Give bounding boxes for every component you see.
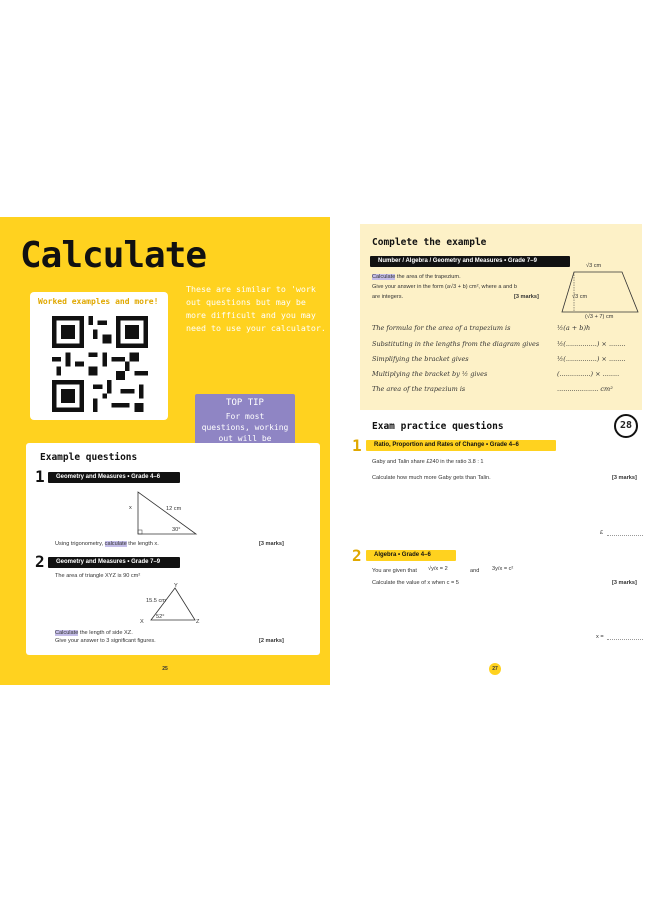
q2-number: 2 (35, 552, 45, 571)
p1-answer-prefix: £ (600, 530, 604, 536)
p2-line1: You are given that (372, 568, 417, 574)
step-2-label: Substituting in the lengths from the diagram gives (372, 340, 540, 348)
p2-and: and (470, 568, 480, 574)
left-page-number: 25 (159, 663, 171, 675)
p2-line2: Calculate the value of x when c = 5 (372, 580, 459, 586)
qr-title: Worked examples and more! (38, 297, 159, 306)
top-tip-body: For most questions, working out will be (201, 412, 289, 443)
p2-eq2: 3y/x = c² (492, 566, 514, 572)
p2-answer-prefix: x = (596, 634, 604, 640)
q2-line3: Give your answer to 3 significant figures. (55, 638, 156, 644)
p2-marks: [3 marks] (612, 580, 637, 586)
step-3-value[interactable]: ½(...............) × ........ (557, 355, 626, 363)
p2-number: 2 (352, 546, 362, 565)
timer-icon: 28 (614, 414, 638, 438)
complete-q-line3: are integers. (372, 294, 404, 300)
step-1-label: The formula for the area of a trapezium is (372, 324, 511, 332)
example-heading: Example questions (40, 452, 138, 463)
step-3-label: Simplifying the bracket gives (372, 355, 469, 363)
q1-number: 1 (35, 467, 45, 486)
practice-heading: Exam practice questions (372, 421, 504, 432)
page-title: Calculate (20, 235, 207, 276)
q2-topic-bar: Geometry and Measures • Grade 7–9 (48, 557, 180, 568)
q1-side-label: 12 cm (166, 506, 182, 512)
q2-vertex-y: Y (174, 583, 178, 589)
p1-number: 1 (352, 436, 362, 455)
step-5-value[interactable]: .................... cm² (557, 385, 613, 393)
q2-side-label: 15.5 cm (146, 598, 166, 604)
q1-angle-label: 30° (172, 527, 181, 533)
p1-answer-line[interactable] (607, 535, 643, 536)
trapezium-top-label: √3 cm (586, 263, 602, 269)
step-2-value[interactable]: ½(...............) × ........ (557, 340, 626, 348)
p2-eq1: √y/x = 2 (428, 566, 448, 572)
complete-heading: Complete the example (372, 237, 487, 248)
trapezium-height-label: √3 cm (572, 294, 588, 300)
q2-vertex-x: X (140, 619, 144, 625)
p2-answer-line[interactable] (607, 639, 643, 640)
intro-text: These are similar to 'work out questions but may be more difficult and you may need to use your calculator. (186, 284, 326, 333)
q1-topic-bar: Geometry and Measures • Grade 4–6 (48, 472, 180, 483)
q2-vertex-z: Z (196, 619, 200, 625)
q2-marks: [2 marks] (259, 638, 284, 644)
q1-marks: [3 marks] (259, 541, 284, 547)
step-4-value[interactable]: (...............) × ........ (557, 370, 620, 378)
p1-line1: Gaby and Talin share £240 in the ratio 3.8 : 1 (372, 459, 484, 465)
step-1-value: ½(a + b)h (557, 324, 591, 332)
p2-topic-bar: Algebra • Grade 4–6 (366, 550, 456, 561)
trapezium-diagram (560, 266, 642, 318)
p1-line2: Calculate how much more Gaby gets than Talin. (372, 475, 491, 481)
complete-marks: [3 marks] (514, 294, 539, 300)
q2-angle-label: 52° (156, 614, 165, 620)
q1-x-label: x (129, 505, 132, 511)
step-5-label: The area of the trapezium is (372, 385, 466, 393)
complete-q-line2: Give your answer in the form (a√3 + b) cm², where a and b (372, 284, 517, 290)
q2-line1: The area of triangle XYZ is 90 cm² (55, 573, 141, 579)
complete-q-line1: Calculate the area of the trapezium. (372, 274, 461, 280)
p1-marks: [3 marks] (612, 475, 637, 481)
top-tip-heading: TOP TIP (226, 398, 264, 408)
trapezium-bottom-label: (√3 + 7) cm (585, 314, 614, 320)
right-page-number: 27 (489, 663, 501, 675)
step-4-label: Multiplying the bracket by ½ gives (372, 370, 488, 378)
q1-triangle-diagram (120, 490, 200, 538)
complete-topic-bar: Number / Algebra / Geometry and Measures • Grade 7–9 (370, 256, 570, 267)
q2-line2: Calculate the length of side XZ. (55, 630, 133, 636)
p1-topic-bar: Ratio, Proportion and Rates of Change • Grade 4–6 (366, 440, 556, 451)
q1-prompt: Using trigonometry, calculate the length x. (55, 541, 159, 547)
qr-code-icon[interactable] (52, 316, 148, 412)
